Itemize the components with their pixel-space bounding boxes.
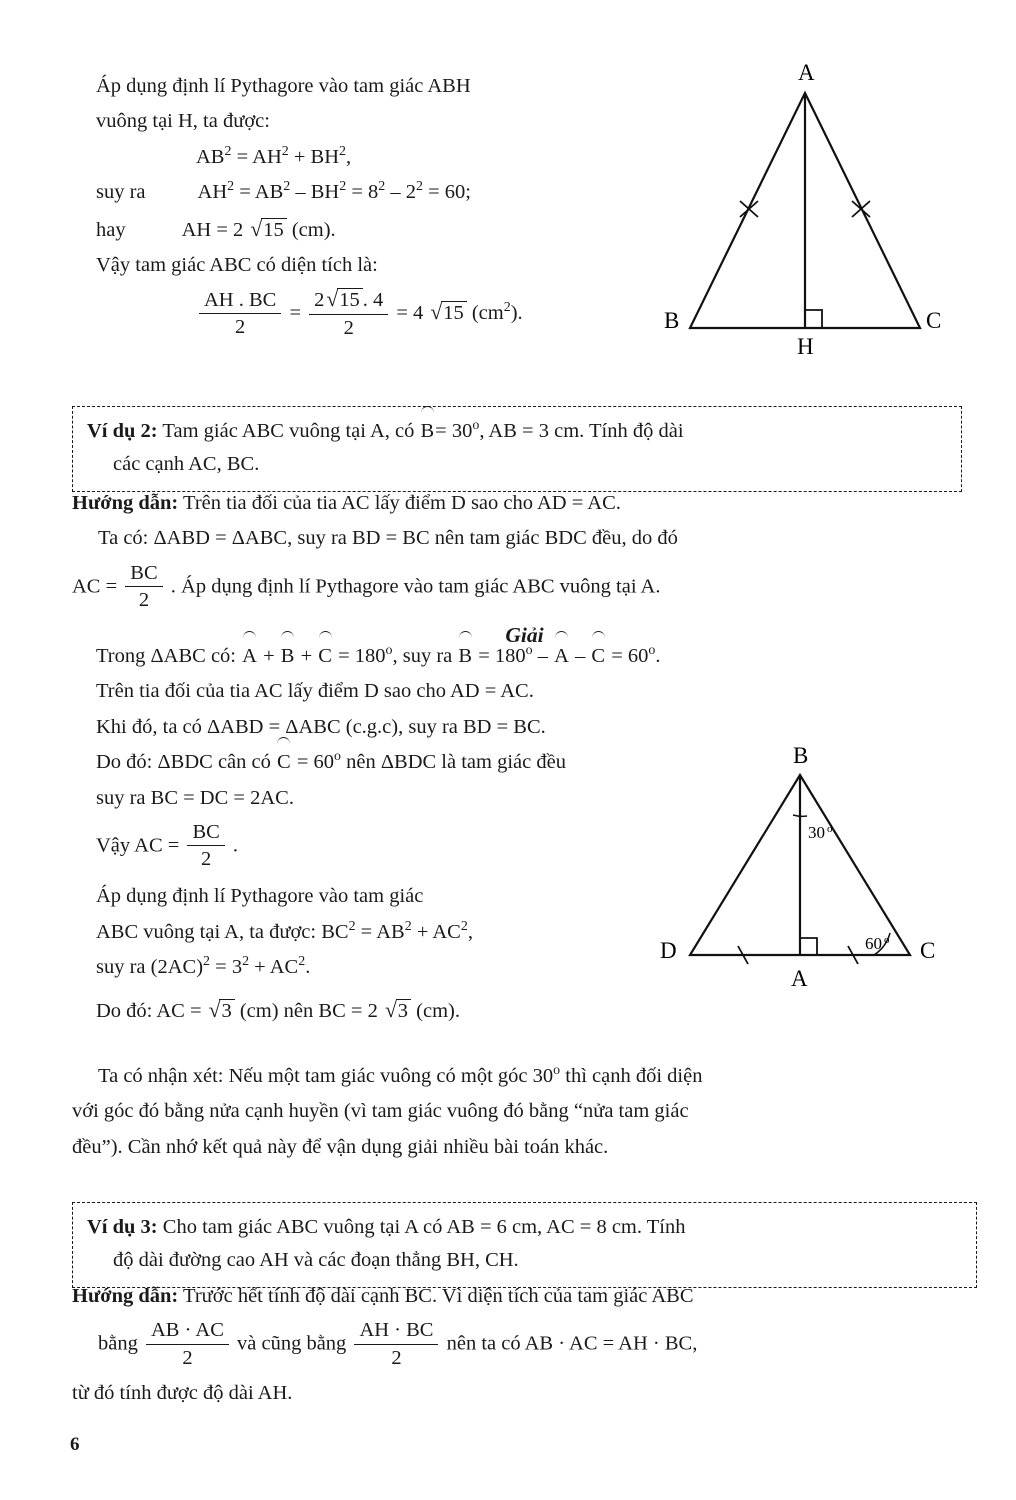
guide-3-section bbox=[72, 1280, 977, 1412]
example-line-1: Ví dụ 2: Tam giác ABC vuông tại A, có $B= 30^o$, AB = 3 cm. Tính độ dài bbox=[87, 415, 947, 448]
example-line-2: độ dài đường cao AH và các đoạn thẳng BH, CH. bbox=[113, 1248, 519, 1271]
text-line: Áp dụng định lí Pythagore vào tam giác bbox=[96, 885, 424, 908]
square-root: √15 bbox=[428, 295, 466, 330]
text-line: Hướng dẫn: Trên tia đối của tia AC lấy điểm D sao cho AD = AC. bbox=[72, 492, 621, 514]
example-line-2: các cạnh AC, BC. bbox=[113, 452, 260, 475]
square-root: √15 bbox=[248, 212, 286, 247]
svg-text:o: o bbox=[884, 934, 890, 946]
angle-hat-b: B bbox=[280, 640, 296, 673]
svg-text:C: C bbox=[920, 938, 936, 963]
exponent: 2 bbox=[339, 143, 346, 159]
square-root: √3 bbox=[383, 993, 411, 1028]
angle-hat-a: A bbox=[241, 640, 258, 673]
svg-text:B: B bbox=[793, 743, 809, 768]
text-line: ABC vuông tại A, ta được: $BC^2 = AB^2 + AC^2$, bbox=[96, 918, 473, 943]
angle-hat-c: C bbox=[317, 640, 333, 673]
figure-triangle-abc-1 bbox=[660, 58, 950, 363]
angle-hat-a2: A bbox=[553, 640, 570, 673]
equation-line: hay AH = 2 √15 (cm). bbox=[96, 212, 656, 247]
text-line: suy ra BC = DC = 2AC. bbox=[96, 786, 294, 809]
remark-section bbox=[72, 1060, 977, 1166]
text-line: Áp dụng định lí Pythagore vào tam giác ABH bbox=[96, 75, 471, 97]
fraction: $\frac{AH \cdot BC}{2}$ bbox=[354, 1318, 438, 1369]
text-line: từ đó tính được độ dài AH. bbox=[72, 1381, 293, 1404]
square-root: √3 bbox=[207, 993, 235, 1028]
equation-line: $AB^2 = AH^2 + BH^2$, bbox=[196, 143, 352, 168]
text-line: Trên tia đối của tia AC lấy điểm D sao cho AD = AC. bbox=[96, 680, 534, 703]
fraction: $\frac{BC}{2}$ bbox=[125, 561, 162, 612]
example-box bbox=[72, 406, 962, 492]
example-line-1: Ví dụ 3: Cho tam giác ABC vuông tại A có AB = 6 cm, AC = 8 cm. Tính bbox=[87, 1216, 686, 1238]
svg-text:C: C bbox=[926, 308, 942, 333]
text-line: Ta có: ΔABD = ΔABC, suy ra BD = BC nên tam giác BDC đều, do đó bbox=[98, 527, 678, 550]
figure-triangle-bdc bbox=[660, 740, 960, 1015]
fraction: $\frac{BC}{2}$ bbox=[187, 820, 224, 871]
svg-text:o: o bbox=[827, 823, 833, 835]
text-line: Vậy tam giác ABC có diện tích là: bbox=[96, 254, 378, 277]
svg-text:30: 30 bbox=[808, 823, 825, 842]
exponent: 2 bbox=[378, 179, 386, 195]
text-line: đều”). Cần nhớ kết quả này để vận dụng giải nhiều bài toán khác. bbox=[72, 1135, 609, 1158]
svg-text:D: D bbox=[660, 938, 677, 963]
equation-line: suy ra $AH^2 = AB^2 - BH^2 = 8^2 - 2^2 = 60$; bbox=[96, 179, 471, 204]
svg-text:A: A bbox=[791, 966, 808, 991]
exponent: 2 bbox=[415, 179, 423, 195]
fraction: $\frac{AB \cdot AC}{2}$ bbox=[146, 1318, 229, 1369]
exponent: 2 bbox=[281, 143, 289, 159]
text-line: vuông tại H, ta được: bbox=[96, 110, 270, 133]
angle-hat-c2: C bbox=[590, 640, 606, 673]
svg-text:B: B bbox=[664, 308, 680, 333]
exponent: 2 bbox=[227, 179, 235, 195]
text-line: Khi đó, ta có ΔABD = ΔABC (c.g.c), suy ra BD = BC. bbox=[96, 715, 546, 738]
text-line: với góc đó bằng nửa cạnh huyền (vì tam giác vuông đó bằng “nửa tam giác bbox=[72, 1100, 689, 1123]
angle-hat-b: B bbox=[419, 415, 435, 448]
text-line: Ta có nhận xét: Nếu một tam giác vuông có một góc 30$^o$ thì cạnh đối diện bbox=[98, 1063, 703, 1087]
angle-hat-b2: B bbox=[457, 640, 473, 673]
guide-2-section bbox=[72, 487, 977, 652]
text-line: Do đó: ΔBDC cân có $C = 60^o$ nên ΔBDC là tam giác đều bbox=[96, 746, 656, 779]
fraction: $\frac{AH . BC}{2}$ bbox=[199, 288, 281, 339]
text-line: bằng $\frac{AB \cdot AC}{2}$ và cũng bằng $\frac{AH \cdot BC}{2}$ nên ta có AB · AC = AH · BC, bbox=[98, 1319, 698, 1369]
svg-text:60: 60 bbox=[865, 934, 882, 953]
solution-heading: Giải bbox=[505, 623, 544, 648]
exponent: 2 bbox=[339, 179, 347, 195]
text-line: Vậy AC = $\frac{BC}{2}$ . bbox=[96, 821, 239, 871]
text-line: Hướng dẫn: Trước hết tính độ dài cạnh BC. Vì diện tích của tam giác ABC bbox=[72, 1285, 694, 1307]
equation-fraction-line: $\frac{AH . BC}{2}$ = $\frac{2√15 . 4}{2}$ = 4 √15 $(cm^2)$. bbox=[196, 288, 656, 341]
solution-2-section bbox=[96, 640, 661, 1030]
text-line: Do đó: AC = √3 (cm) nên BC = 2 √3 (cm). bbox=[96, 993, 796, 1028]
text-line: Trong ΔABC có: $A + B + C = 180^o$, suy ra $B = 180^o - A - C = 60^o$. bbox=[96, 640, 976, 673]
svg-text:H: H bbox=[797, 334, 814, 358]
text-line: AC = $\frac{BC}{2}$ . Áp dụng định lí Pythagore vào tam giác ABC vuông tại A. bbox=[72, 561, 661, 611]
page-number: 6 bbox=[70, 1434, 80, 1455]
exponent: 2 bbox=[283, 179, 291, 195]
section-example1-solution bbox=[96, 70, 656, 343]
example-box bbox=[72, 1202, 977, 1288]
exponent: 2 bbox=[224, 143, 232, 159]
fraction: $\frac{2√15 . 4}{2}$ bbox=[309, 287, 388, 340]
svg-text:A: A bbox=[798, 60, 815, 85]
angle-hat-c3: C bbox=[276, 746, 292, 779]
text-line: suy ra $(2AC)^2 = 3^2 + AC^2$. bbox=[96, 954, 311, 979]
